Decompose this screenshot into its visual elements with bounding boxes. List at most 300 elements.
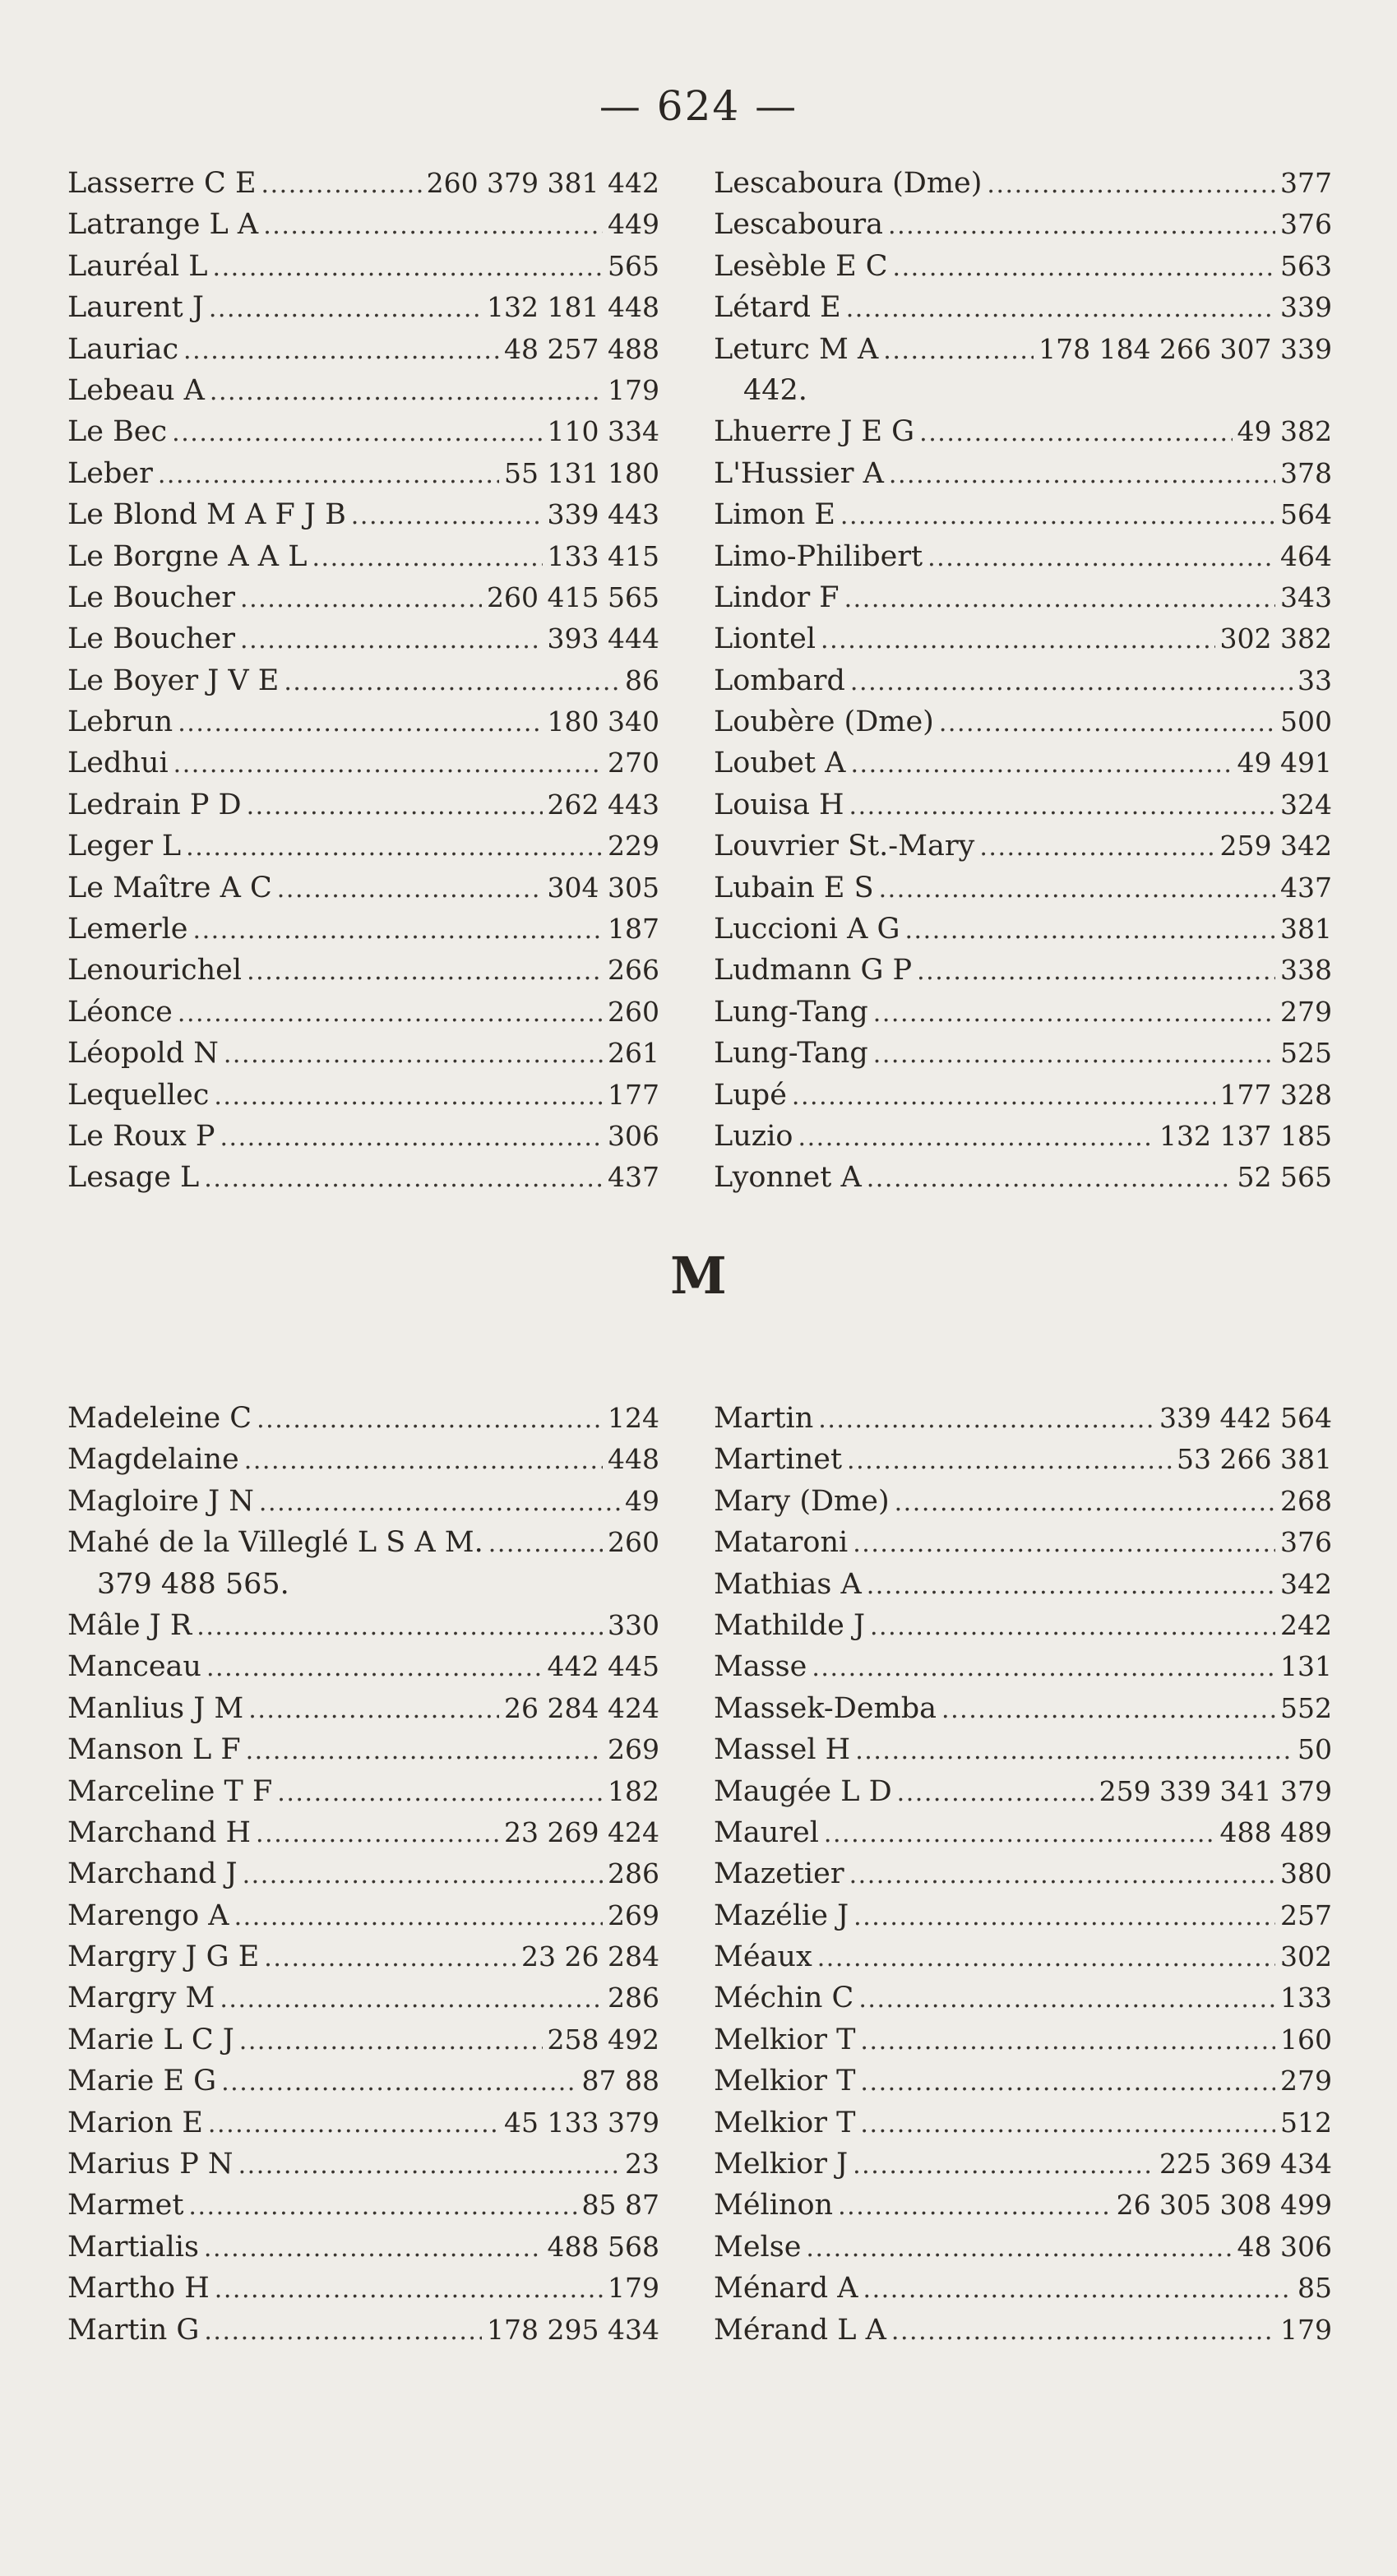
entry-name: Maugée L D (714, 1774, 892, 1808)
entry-name: Marmet (67, 2189, 184, 2222)
entry-page-refs: 376 (1280, 208, 1332, 241)
index-entry (714, 2227, 1332, 2268)
entry-name: Marceline T F (67, 1774, 273, 1808)
entry-page-refs: 449 (608, 208, 659, 241)
index-column-bottom-left (67, 1398, 659, 2351)
index-entry (67, 1729, 659, 1770)
index-entry (714, 1075, 1332, 1116)
entry-page-refs: 260 (608, 995, 659, 1028)
dot-leader (792, 1076, 1215, 1117)
dot-leader (186, 827, 603, 868)
entry-name: Limo-Philibert (714, 539, 923, 573)
index-entry (714, 329, 1332, 370)
index-entry (714, 2019, 1332, 2060)
index-entry (714, 1398, 1332, 1439)
index-entry (67, 1605, 659, 1646)
entry-name: Lesèble E C (714, 249, 888, 283)
entry-name: Lombard (714, 664, 845, 697)
index-entry (67, 742, 659, 784)
dot-leader (939, 703, 1275, 744)
entry-name: Manlius J M (67, 1691, 244, 1725)
entry-page-refs: 180 340 (547, 705, 659, 738)
index-column-bottom-right (714, 1398, 1332, 2351)
entry-page-refs: 49 382 (1237, 415, 1332, 448)
index-entry (67, 2310, 659, 2351)
index-entry (67, 163, 659, 204)
entry-page-refs: 279 (1280, 2065, 1332, 2097)
dot-leader (979, 827, 1214, 868)
index-entry (67, 411, 659, 452)
entry-name: Margry M (67, 1982, 215, 2015)
entry-page-refs: 378 (1280, 456, 1332, 489)
entry-name: Melse (714, 2230, 802, 2264)
index-entry (67, 1157, 659, 1198)
index-column-top-left (67, 163, 659, 1199)
dot-leader (817, 1938, 1275, 1979)
dot-leader (849, 786, 1275, 827)
entry-page-refs: 52 565 (1237, 1161, 1332, 1194)
entry-name: Marion E (67, 2106, 203, 2139)
entry-page-refs: 178 295 434 (487, 2313, 659, 2346)
dot-leader (204, 2228, 543, 2269)
entry-name: Mathilde J (714, 1608, 865, 1642)
entry-page-refs: 437 (1280, 871, 1332, 904)
dot-leader (220, 1117, 603, 1159)
dot-leader (224, 1034, 603, 1075)
entry-page-refs: 324 (1280, 788, 1332, 821)
entry-page-refs: 55 131 180 (504, 456, 659, 489)
entry-name: Melkior T (714, 2106, 856, 2139)
entry-name: Lupé (714, 1078, 787, 1112)
entry-name: Marie L C J (67, 2023, 234, 2056)
dot-leader (178, 993, 603, 1034)
dot-leader (844, 579, 1275, 620)
entry-name: Massek-Demba (714, 1691, 937, 1725)
index-entry (67, 246, 659, 287)
index-entry (714, 867, 1332, 909)
entry-name: Manson L F (67, 1733, 241, 1767)
index-entry (67, 1033, 659, 1074)
entry-name: Lequellec (67, 1078, 210, 1112)
dot-leader (193, 910, 604, 951)
entry-name: Lhuerre J E G (714, 415, 915, 449)
entry-page-refs: 260 379 381 442 (426, 167, 659, 199)
dot-leader (806, 2228, 1232, 2269)
entry-page-refs: 525 (1280, 1037, 1332, 1070)
entry-name: Massel H (714, 1733, 851, 1767)
dot-leader (927, 538, 1275, 579)
dot-leader (238, 2145, 620, 2186)
entry-name: Laurent J (67, 291, 204, 325)
entry-name: Marengo A (67, 1898, 229, 1932)
entry-page-refs: 339 (1280, 291, 1332, 324)
index-entry (714, 1116, 1332, 1157)
entry-page-refs: 86 (625, 664, 659, 696)
index-entry (714, 2185, 1332, 2226)
index-entry (714, 411, 1332, 452)
entry-page-refs: 178 184 266 307 339 (1038, 332, 1332, 365)
entry-name: Lescaboura (714, 208, 884, 242)
entry-name: Méaux (714, 1940, 812, 1974)
dot-leader (987, 164, 1275, 206)
entry-page-refs: 225 369 434 (1159, 2148, 1332, 2181)
entry-page-refs: 259 339 341 379 (1099, 1774, 1332, 1807)
entry-name: Luccioni A G (714, 913, 900, 946)
index-entry (714, 494, 1332, 535)
entry-page-refs: 23 (625, 2148, 659, 2181)
index-entry (714, 577, 1332, 618)
entry-page-refs: 261 (608, 1037, 659, 1070)
entry-name: Lubain E S (714, 871, 874, 904)
index-entry (67, 2144, 659, 2185)
entry-page-refs: 380 (1280, 1857, 1332, 1890)
dot-leader (239, 2021, 543, 2062)
entry-name: Lauriac (67, 332, 179, 366)
entry-page-refs: 33 (1298, 664, 1332, 696)
entry-page-refs: 124 (608, 1402, 659, 1434)
entry-page-refs: 338 (1280, 954, 1332, 987)
entry-name: Lyonnet A (714, 1161, 862, 1195)
entry-name: Leturc M A (714, 332, 879, 366)
index-entry (67, 1646, 659, 1687)
entry-name: Ledrain P D (67, 788, 242, 821)
index-entry (67, 1439, 659, 1480)
entry-name: Mélinon (714, 2189, 834, 2222)
entry-page-refs: 187 (608, 913, 659, 946)
entry-name: Mazélie J (714, 1898, 849, 1932)
index-entry (714, 950, 1332, 991)
dot-leader (919, 413, 1232, 454)
entry-page-refs: 132 137 185 (1159, 1119, 1332, 1152)
dot-leader (263, 206, 603, 247)
entry-page-refs: 381 (1280, 913, 1332, 946)
entry-name: Maurel (714, 1815, 819, 1849)
entry-page-refs: 500 (1280, 705, 1332, 738)
entry-name: Louvrier St.-Mary (714, 830, 975, 863)
dot-leader (897, 1773, 1094, 1814)
dot-leader (178, 703, 542, 744)
entry-name: Marchand J (67, 1857, 238, 1891)
dot-leader (840, 496, 1275, 537)
index-column-top-right (714, 163, 1332, 1199)
entry-name: Le Borgne A A L (67, 539, 308, 573)
entry-name: Martho H (67, 2272, 210, 2305)
entry-page-refs: 26 284 424 (504, 1691, 659, 1724)
index-entry (67, 909, 659, 950)
entry-name: Le Boyer J V E (67, 664, 280, 697)
entry-name: Melkior T (714, 2023, 856, 2056)
index-entry (67, 329, 659, 370)
dot-leader (891, 2311, 1275, 2352)
entry-page-refs: 49 (625, 1484, 659, 1517)
dot-leader (824, 1814, 1215, 1855)
index-entry (67, 1398, 659, 1439)
entry-name: Lesage L (67, 1161, 200, 1195)
dot-leader (904, 910, 1275, 951)
entry-page-refs: 23 269 424 (504, 1815, 659, 1848)
index-entry (714, 1033, 1332, 1074)
entry-name: Mathias A (714, 1567, 862, 1601)
dot-leader (858, 1979, 1275, 2020)
entry-page-refs: 270 (608, 747, 659, 779)
entry-name: Lebeau A (67, 373, 205, 407)
index-entry (714, 1812, 1332, 1853)
entry-name: Le Bec (67, 415, 168, 449)
entry-name: Le Blond M A F J B (67, 498, 346, 532)
index-entry (67, 2268, 659, 2309)
index-entry (714, 701, 1332, 742)
entry-page-refs: 512 (1280, 2106, 1332, 2139)
index-entry (714, 618, 1332, 659)
index-entry (67, 660, 659, 701)
dot-leader (173, 744, 603, 785)
index-entry (67, 867, 659, 909)
entry-name: L'Hussier A (714, 456, 884, 490)
index-entry (714, 1564, 1332, 1605)
dot-leader (855, 1731, 1293, 1772)
dot-leader (246, 1731, 603, 1772)
index-entry (714, 2268, 1332, 2309)
index-entry (67, 2019, 659, 2060)
dot-leader (850, 662, 1293, 703)
entry-page-refs: 182 (608, 1774, 659, 1807)
dot-leader (208, 2104, 499, 2145)
entry-name: Latrange L A (67, 208, 259, 242)
entry-name: Léonce (67, 995, 173, 1029)
index-entry (67, 2185, 659, 2226)
entry-page-refs: 26 305 308 499 (1116, 2189, 1332, 2222)
index-entry (67, 370, 659, 411)
entry-name: Létard E (714, 291, 841, 325)
index-entry (714, 2310, 1332, 2351)
entry-name: Lung-Tang (714, 995, 868, 1029)
index-entry (67, 701, 659, 742)
index-entry (67, 1936, 659, 1977)
entry-name: Lebrun (67, 705, 173, 739)
index-entry (714, 1853, 1332, 1894)
dot-leader (853, 1897, 1275, 1938)
entry-name: Marchand H (67, 1815, 252, 1849)
index-entry (714, 1936, 1332, 1977)
entry-page-refs: 376 (1280, 1526, 1332, 1559)
entry-page-refs: 242 (1280, 1608, 1332, 1641)
entry-page-refs: 23 26 284 (521, 1940, 659, 1973)
entry-page-refs: 442 445 (547, 1650, 659, 1683)
entry-page-refs: 302 (1280, 1940, 1332, 1973)
entry-page-refs: 563 (1280, 249, 1332, 282)
index-entry (714, 660, 1332, 701)
entry-page-refs: 377 (1280, 167, 1332, 199)
entry-page-refs: 133 (1280, 1982, 1332, 2014)
entry-page-refs: 339 443 (547, 498, 659, 531)
entry-name: Lauréal L (67, 249, 208, 283)
dot-leader (853, 2145, 1154, 2186)
entry-name: Martialis (67, 2230, 199, 2264)
entry-page-refs: 177 328 (1219, 1078, 1332, 1111)
index-entry (67, 784, 659, 826)
dot-leader (312, 538, 542, 579)
index-entry (714, 1522, 1332, 1563)
index-entry (67, 950, 659, 991)
index-entry (714, 287, 1332, 328)
index-entry (714, 163, 1332, 204)
dot-leader (873, 1034, 1275, 1075)
entry-name: Martin (714, 1402, 814, 1435)
entry-name: Leber (67, 456, 153, 490)
dot-leader (870, 1607, 1275, 1648)
entry-page-refs: 258 492 (547, 2023, 659, 2056)
index-entry (67, 826, 659, 867)
dot-leader (240, 620, 543, 661)
entry-page-refs: 133 415 (547, 539, 659, 572)
entry-page-refs: 179 (608, 2272, 659, 2305)
dot-leader (888, 206, 1275, 247)
entry-page-refs: 85 87 (581, 2189, 659, 2222)
entry-page-refs: 266 (608, 954, 659, 987)
entry-page-refs: 48 257 488 (504, 332, 659, 365)
entry-page-refs: 565 (608, 249, 659, 282)
entry-page-refs: 85 (1298, 2272, 1332, 2305)
dot-leader (248, 1690, 499, 1731)
entry-page-refs: 229 (608, 830, 659, 863)
entry-name: Le Boucher (67, 580, 236, 614)
index-entry (714, 1157, 1332, 1198)
index-entry (67, 1522, 659, 1563)
index-entry (714, 1895, 1332, 1936)
entry-name: Mâle J R (67, 1608, 192, 1642)
dot-leader (812, 1648, 1275, 1689)
entry-name: Lenourichel (67, 954, 243, 987)
dot-leader (257, 1399, 603, 1441)
entry-name: Louisa H (714, 788, 844, 821)
index-entry (714, 1605, 1332, 1646)
entry-name: Mary (Dme) (714, 1484, 890, 1518)
entry-page-refs: 260 (608, 1526, 659, 1559)
entry-page-refs: 488 489 (1219, 1815, 1332, 1848)
entry-page-refs: 177 (608, 1078, 659, 1111)
index-entry (67, 1481, 659, 1522)
entry-name: Mataroni (714, 1526, 849, 1560)
dot-leader (798, 1117, 1155, 1159)
dot-leader (863, 2269, 1293, 2310)
entry-page-refs: 279 (1280, 995, 1332, 1028)
entry-page-refs: 259 342 (1219, 830, 1332, 863)
entry-page-refs: 179 (608, 373, 659, 406)
dot-leader (256, 1814, 499, 1855)
entry-page-refs: 45 133 379 (504, 2106, 659, 2139)
index-entry (67, 1895, 659, 1936)
entry-page-refs: 49 491 (1237, 747, 1332, 779)
entry-name: Liontel (714, 622, 816, 656)
dot-leader (204, 2311, 482, 2352)
entry-name: Mahé de la Villeglé L S A M. (67, 1526, 483, 1560)
index-entry (67, 1688, 659, 1729)
entry-page-refs: 393 444 (547, 622, 659, 655)
dot-leader (234, 1897, 603, 1938)
dot-leader (860, 2021, 1275, 2062)
entry-page-refs: 50 (1298, 1733, 1332, 1766)
dot-leader (197, 1607, 603, 1648)
index-entry (714, 784, 1332, 826)
entry-name: Melkior T (714, 2065, 856, 2098)
index-entry (67, 1812, 659, 1853)
entry-name: Ménard A (714, 2272, 858, 2305)
entry-page-refs: 179 (1280, 2313, 1332, 2346)
dot-leader (941, 1690, 1275, 1731)
entry-page-refs: 160 (1280, 2023, 1332, 2056)
entry-page-refs: 110 334 (547, 415, 659, 448)
index-entry (714, 1439, 1332, 1480)
entry-name: Margry J G E (67, 1940, 260, 1974)
entry-name: Lung-Tang (714, 1037, 868, 1071)
entry-page-refs: 53 266 381 (1177, 1443, 1332, 1476)
dot-leader (867, 1565, 1275, 1607)
dot-leader (188, 2186, 576, 2227)
entry-page-refs: 87 88 (581, 2065, 659, 2097)
index-entry (67, 1977, 659, 2019)
dot-leader (889, 455, 1275, 496)
entry-page-refs: 564 (1280, 498, 1332, 531)
entry-name: Loubet A (714, 747, 846, 780)
dot-leader (849, 1855, 1275, 1896)
dot-leader (213, 247, 603, 289)
entry-page-refs: 48 306 (1237, 2230, 1332, 2263)
index-entry (67, 1116, 659, 1157)
entry-continuation: 379 488 565. (97, 1567, 289, 1601)
entry-page-refs: 306 (608, 1119, 659, 1152)
entry-name: Lemerle (67, 913, 188, 946)
index-entry (67, 2060, 659, 2102)
entry-page-refs: 464 (1280, 539, 1332, 572)
dot-leader (220, 1979, 603, 2020)
entry-page-refs: 342 (1280, 1567, 1332, 1600)
dot-leader (261, 164, 422, 206)
index-entry (714, 1481, 1332, 1522)
dot-leader (860, 2062, 1275, 2103)
dot-leader (879, 869, 1275, 910)
index-entry (714, 246, 1332, 287)
dot-leader (247, 951, 603, 992)
entry-page-refs: 257 (1280, 1898, 1332, 1931)
index-entry (714, 1771, 1332, 1812)
entry-name: Lindor F (714, 580, 840, 614)
entry-page-refs: 269 (608, 1733, 659, 1766)
entry-name: Loubère (Dme) (714, 705, 934, 739)
index-entry (67, 577, 659, 618)
entry-page-refs: 268 (1280, 1484, 1332, 1517)
dot-leader (847, 1441, 1172, 1482)
dot-leader (221, 2062, 576, 2103)
entry-name: Martinet (714, 1443, 843, 1477)
entry-page-refs: 131 (1280, 1650, 1332, 1683)
entry-page-refs: 448 (608, 1443, 659, 1476)
index-entry (67, 204, 659, 245)
entry-name: Luzio (714, 1119, 793, 1153)
dot-leader (277, 1773, 603, 1814)
entry-page-refs: 488 568 (547, 2230, 659, 2263)
index-entry (714, 2144, 1332, 2185)
entry-name: Méchin C (714, 1982, 854, 2015)
dot-leader (895, 1482, 1275, 1524)
dot-leader (210, 372, 603, 413)
index-entry (67, 2102, 659, 2144)
dot-leader (204, 1159, 603, 1200)
entry-name: Mérand L A (714, 2313, 886, 2347)
index-entry (67, 1853, 659, 1894)
dot-leader (893, 247, 1275, 289)
entry-name: Magloire J N (67, 1484, 254, 1518)
dot-leader (158, 455, 499, 496)
